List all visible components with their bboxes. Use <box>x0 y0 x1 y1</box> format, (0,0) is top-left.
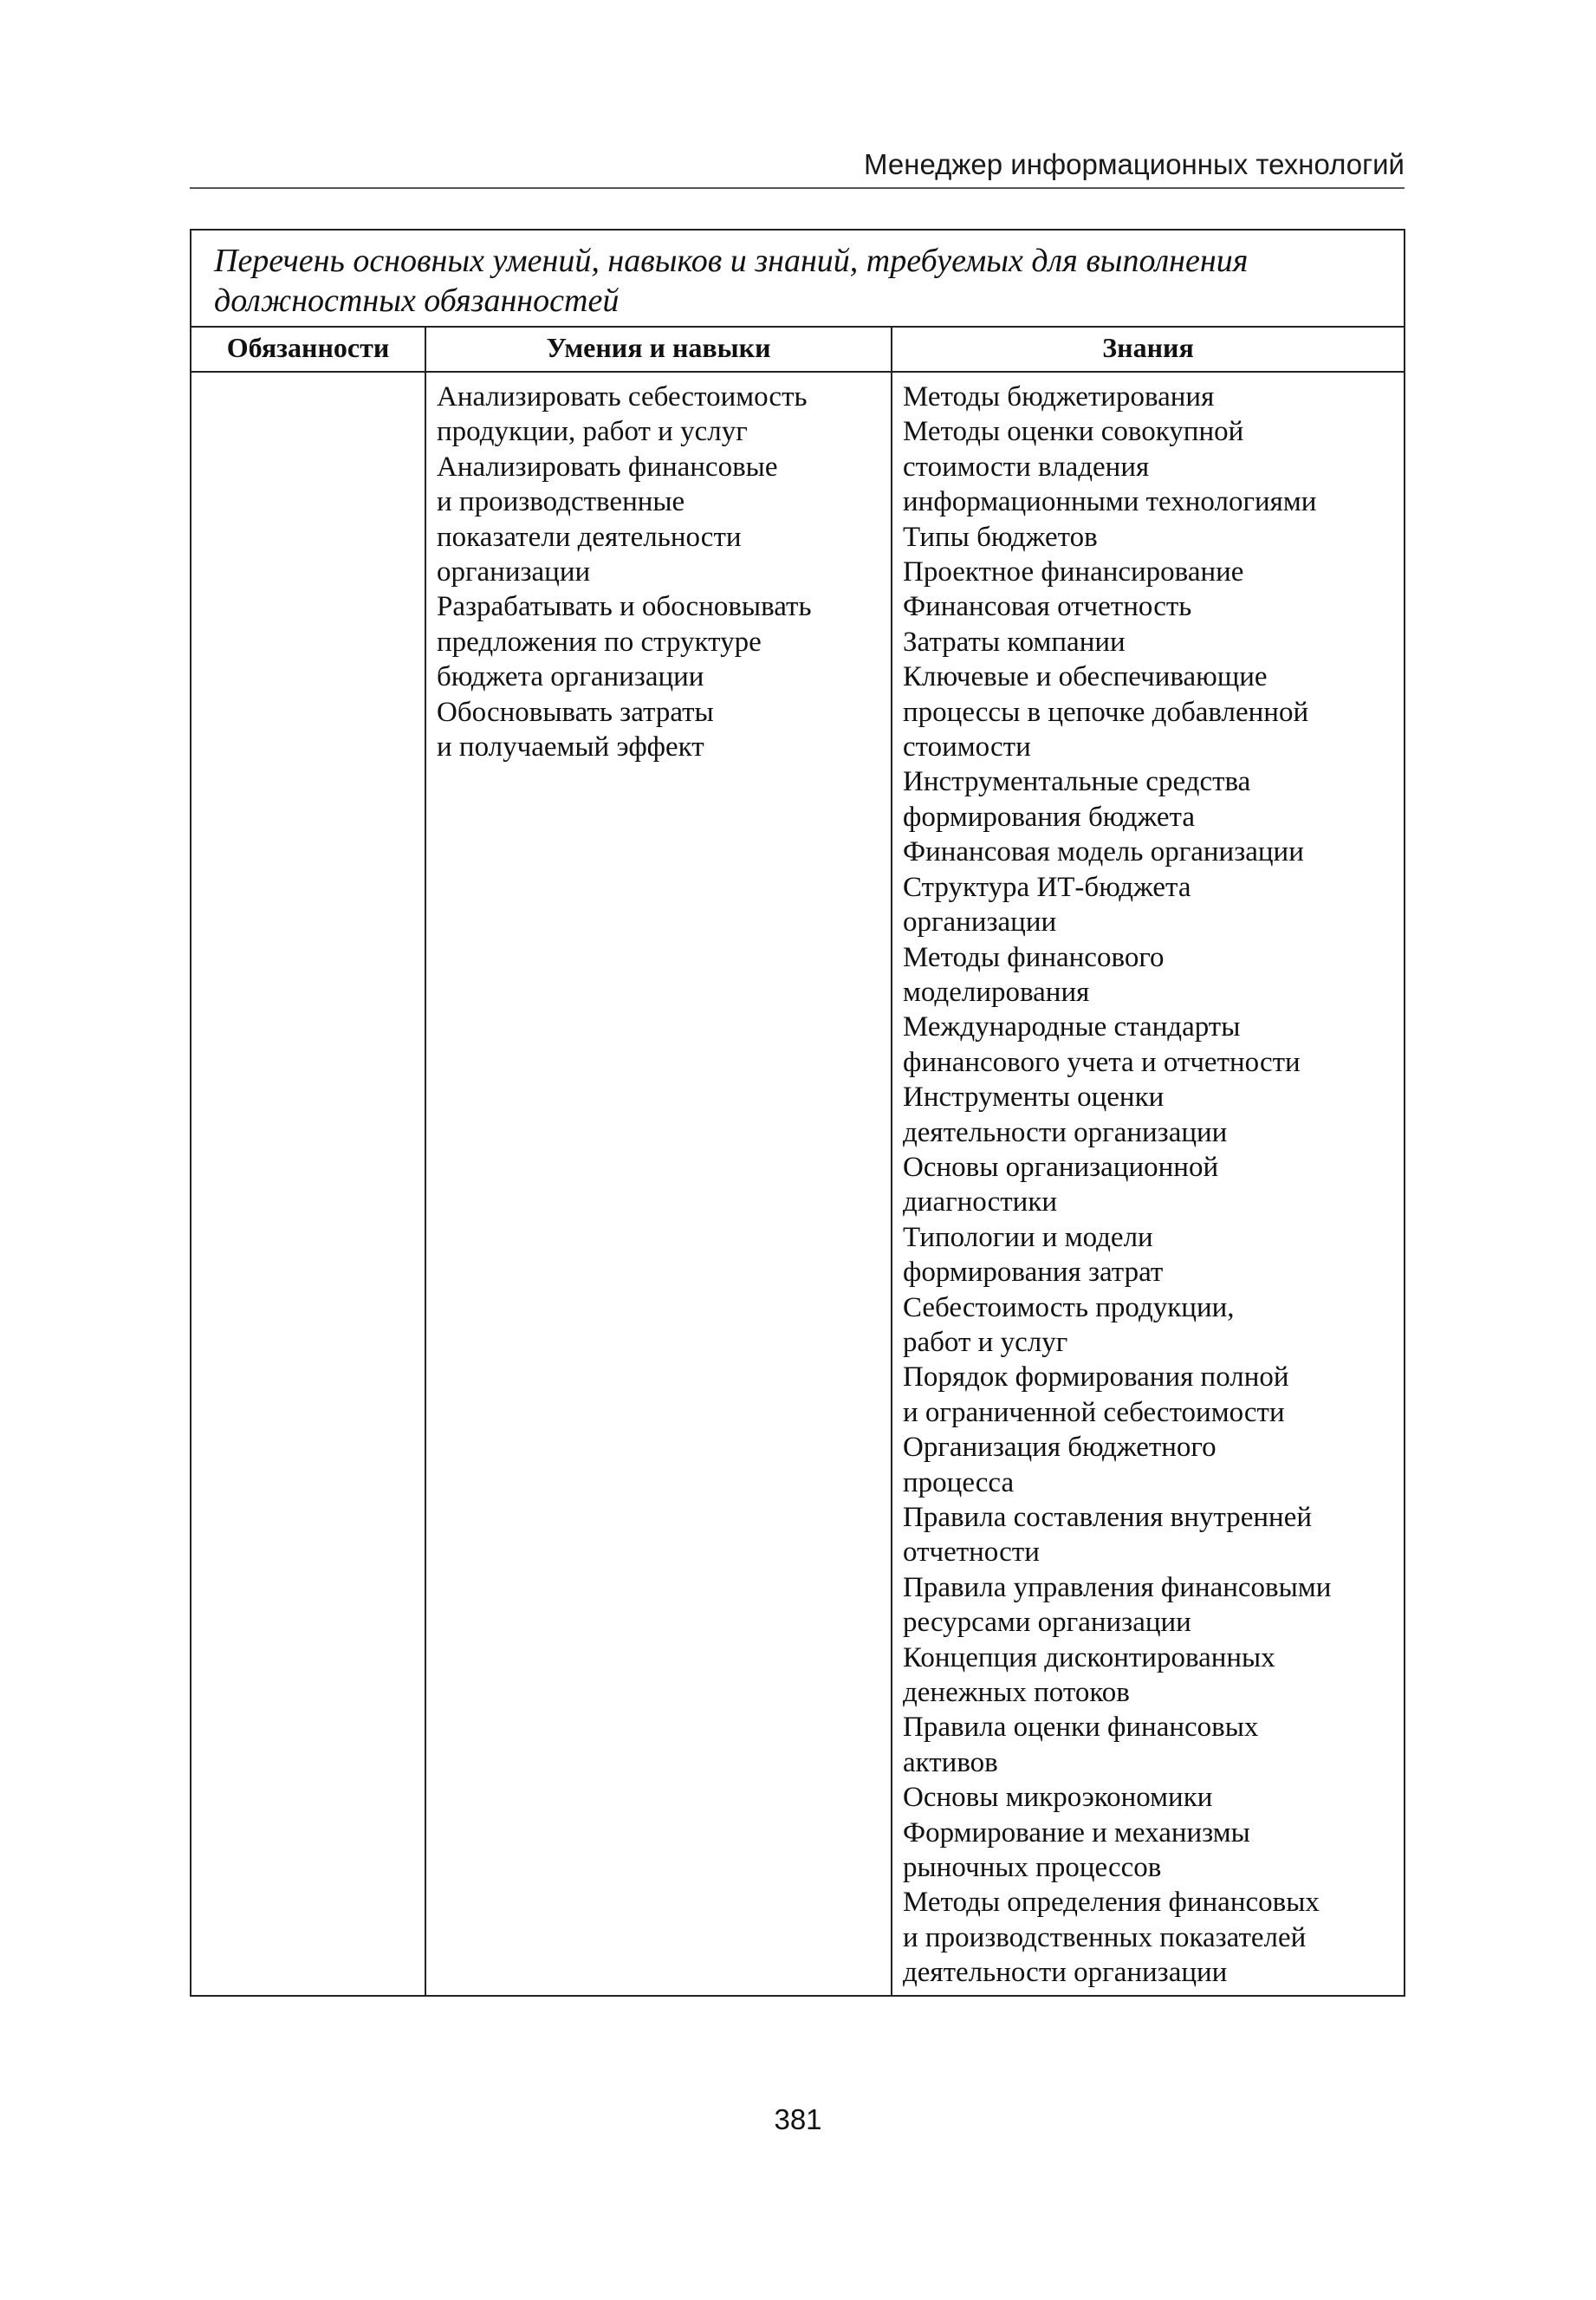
knowledge-line: Порядок формирования полной <box>903 1361 1289 1394</box>
header-skills: Умения и навыки <box>425 328 891 371</box>
knowledge-line: Правила составления внутренней <box>903 1502 1313 1533</box>
knowledge-line: Инструментальные средства <box>903 766 1251 798</box>
running-head: Менеджер информационных технологий <box>864 148 1405 180</box>
knowledge-cell <box>891 373 1404 1995</box>
knowledge-line: Финансовая отчетность <box>903 591 1192 623</box>
knowledge-line: стоимости владения <box>903 451 1150 483</box>
skills-cell <box>425 373 891 1995</box>
knowledge-line: Финансовая модель организации <box>903 836 1304 868</box>
knowledge-line: денежных потоков <box>903 1677 1130 1709</box>
table-caption <box>191 231 1404 328</box>
page-number: 381 <box>774 2103 822 2135</box>
skill-line: продукции, работ и услуг <box>437 416 748 448</box>
knowledge-line: ресурсами организации <box>903 1607 1191 1639</box>
skill-line: и получаемый эффект <box>437 731 704 763</box>
knowledge-line: Методы бюджетирования <box>903 381 1215 413</box>
knowledge-line: Организация бюджетного <box>903 1432 1216 1464</box>
knowledge-line: Структура ИТ-бюджета <box>903 871 1191 903</box>
skill-line: организации <box>437 556 591 588</box>
knowledge-line: отчетности <box>903 1537 1040 1569</box>
knowledge-line: Методы финансового <box>903 941 1165 973</box>
knowledge-line: Правила оценки финансовых <box>903 1712 1259 1744</box>
knowledge-line: информационными технологиями <box>903 486 1317 518</box>
knowledge-line: работ и услуг <box>903 1326 1068 1358</box>
table-row <box>191 373 1404 1995</box>
skills-table <box>190 229 1405 1997</box>
knowledge-line: процесса <box>903 1466 1015 1498</box>
knowledge-line: и ограниченной себестоимости <box>903 1396 1285 1428</box>
knowledge-line: Основы микроэкономики <box>903 1782 1213 1814</box>
skill-line: показатели деятельности <box>437 521 742 553</box>
knowledge-line: Методы оценки совокупной <box>903 416 1244 448</box>
skill-line: предложения по структуре <box>437 626 762 658</box>
skill-line: Разрабатывать и обосновывать <box>437 591 812 623</box>
knowledge-line: Проектное финансирование <box>903 556 1244 588</box>
knowledge-line: процессы в цепочке добавленной <box>903 696 1309 728</box>
knowledge-line: Правила управления финансовыми <box>903 1571 1332 1603</box>
knowledge-line: Типологии и модели <box>903 1221 1153 1253</box>
knowledge-line: Формирование и механизмы <box>903 1816 1250 1848</box>
knowledge-line: рыночных процессов <box>903 1852 1162 1884</box>
knowledge-line: Концепция дисконтированных <box>903 1641 1275 1673</box>
knowledge-line: Основы организационной <box>903 1151 1219 1183</box>
caption-line: должностных обязанностей <box>214 283 620 319</box>
knowledge-line: финансового учета и отчетности <box>903 1046 1301 1078</box>
skill-line: Обосновывать затраты <box>437 696 714 728</box>
knowledge-line: организации <box>903 906 1057 939</box>
skill-line: и производственные <box>437 486 685 518</box>
knowledge-line: деятельности организации <box>903 1957 1228 1989</box>
knowledge-line: формирования затрат <box>903 1257 1164 1289</box>
knowledge-line: Типы бюджетов <box>903 521 1098 553</box>
knowledge-line: моделирования <box>903 976 1090 1008</box>
header-knowledge: Знания <box>891 328 1404 371</box>
knowledge-line: диагностики <box>903 1186 1058 1218</box>
knowledge-line: Методы определения финансовых <box>903 1887 1320 1919</box>
knowledge-line: стоимости <box>903 731 1031 763</box>
skill-line: Анализировать финансовые <box>437 451 778 483</box>
knowledge-line: деятельности организации <box>903 1116 1228 1148</box>
header-duties: Обязанности <box>226 332 390 363</box>
knowledge-line: активов <box>903 1746 998 1778</box>
skill-line: Анализировать себестоимость <box>437 381 808 413</box>
knowledge-line: и производственных показателей <box>903 1921 1307 1953</box>
duties-cell <box>191 373 425 1995</box>
knowledge-line: Ключевые и обеспечивающие <box>903 661 1268 693</box>
knowledge-line: Международные стандарты <box>903 1011 1241 1043</box>
skill-line: бюджета организации <box>437 661 704 693</box>
table-header-row <box>191 328 1404 373</box>
knowledge-line: Инструменты оценки <box>903 1082 1165 1114</box>
knowledge-line: формирования бюджета <box>903 801 1196 833</box>
knowledge-line: Затраты компании <box>903 626 1126 658</box>
knowledge-line: Себестоимость продукции, <box>903 1291 1235 1323</box>
header-rule <box>190 187 1405 189</box>
caption-line: Перечень основных умений, навыков и знаний, требуемых для выполнения <box>214 243 1249 279</box>
